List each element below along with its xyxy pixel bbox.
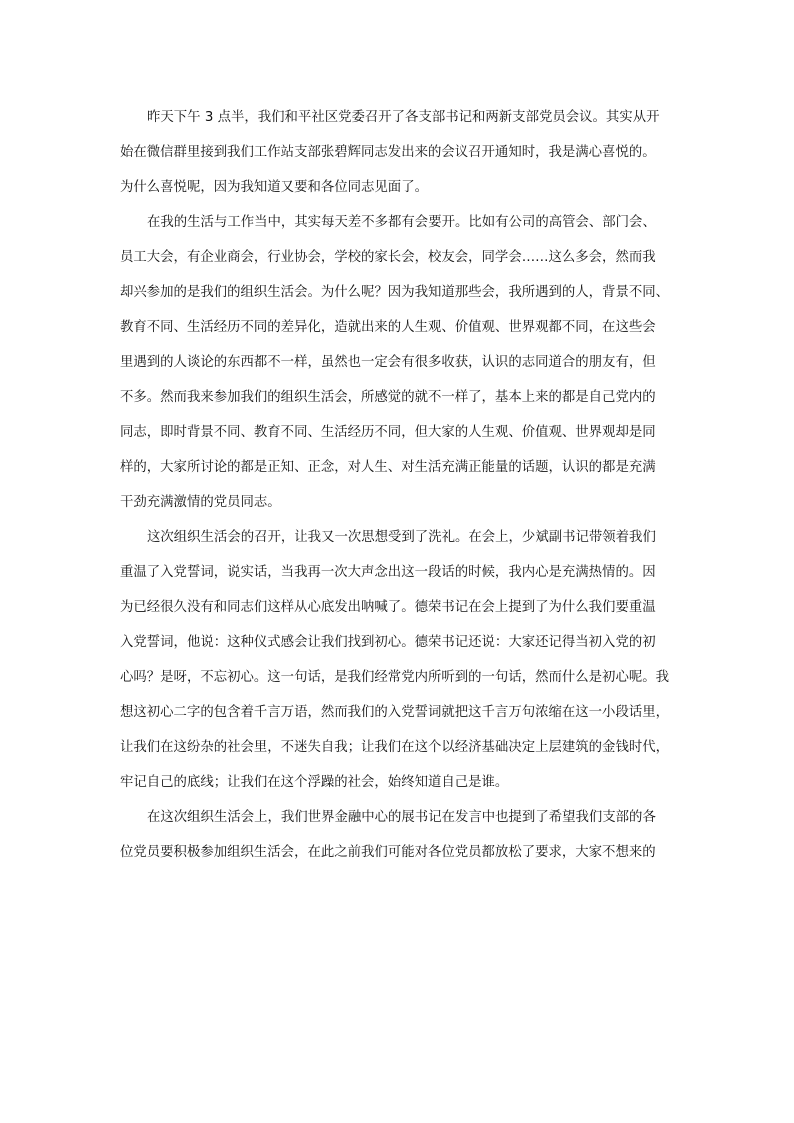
text-line: 心吗？是呀，不忘初心。这一句话，是我们经常党内所听到的一句话，然而什么是初心呢。我 — [120, 670, 670, 685]
text-line: 教育不同、生活经历不同的差异化，造就出来的人生观、价值观、世界观都不同，在这些会 — [120, 320, 656, 335]
text-line: 始在微信群里接到我们工作站支部张碧辉同志发出来的会议召开通知时，我是满心喜悦的。 — [120, 145, 656, 160]
text-line: 在我的生活与工作当中，其实每天差不多都有会要开。比如有公司的高管会、部门会、 — [147, 215, 656, 230]
text-line: 里遇到的人谈论的东西都不一样，虽然也一定会有很多收获，认识的志同道合的朋友有，但 — [120, 355, 656, 370]
document-body — [120, 100, 680, 870]
text-line: 在这次组织生活会上，我们世界金融中心的展书记在发言中也提到了希望我们支部的各 — [147, 810, 656, 825]
text-line: 牢记自己的底线；让我们在这个浮躁的社会，始终知道自己是谁。 — [120, 775, 509, 790]
text-line: 让我们在这纷杂的社会里，不迷失自我；让我们在这个以经济基础决定上层建筑的金钱时代， — [120, 740, 670, 755]
text-line: 员工大会，有企业商会，行业协会，学校的家长会，校友会，同学会……这么多会，然而我 — [120, 250, 656, 265]
text-line: 昨天下午 3 点半，我们和平社区党委召开了各支部书记和两新支部党员会议。其实从开 — [147, 110, 660, 125]
paragraph-4 — [120, 800, 680, 870]
text-line: 入党誓词，他说：这种仪式感会让我们找到初心。德荣书记还说：大家还记得当初入党的初 — [120, 635, 656, 650]
text-line: 不多。然而我来参加我们的组织生活会，所感觉的就不一样了，基本上来的都是自己党内的 — [120, 390, 656, 405]
text-line: 位党员要积极参加组织生活会，在此之前我们可能对各位党员都放松了要求，大家不想来的 — [120, 845, 656, 860]
text-line: 为什么喜悦呢，因为我知道又要和各位同志见面了。 — [120, 180, 428, 195]
text-line: 干劲充满激情的党员同志。 — [120, 495, 281, 510]
paragraph-2 — [120, 205, 680, 520]
text-line: 同志，即时背景不同、教育不同、生活经历不同，但大家的人生观、价值观、世界观却是同 — [120, 425, 656, 440]
text-line: 这次组织生活会的召开，让我又一次思想受到了洗礼。在会上，少斌副书记带领着我们 — [147, 530, 656, 545]
text-line: 却兴参加的是我们的组织生活会。为什么呢？因为我知道那些会，我所遇到的人，背景不同、 — [120, 285, 670, 300]
text-line: 样的，大家所讨论的都是正知、正念，对人生、对生活充满正能量的话题，认识的都是充满 — [120, 460, 656, 475]
text-line: 为已经很久没有和同志们这样从心底发出呐喊了。德荣书记在会上提到了为什么我们要重温 — [120, 600, 656, 615]
text-line: 想这初心二字的包含着千言万语，然而我们的入党誓词就把这千言万句浓缩在这一小段话里， — [120, 705, 670, 720]
paragraph-1 — [120, 100, 680, 205]
paragraph-3 — [120, 520, 680, 800]
text-line: 重温了入党誓词，说实话，当我再一次大声念出这一段话的时候，我内心是充满热情的。因 — [120, 565, 656, 580]
